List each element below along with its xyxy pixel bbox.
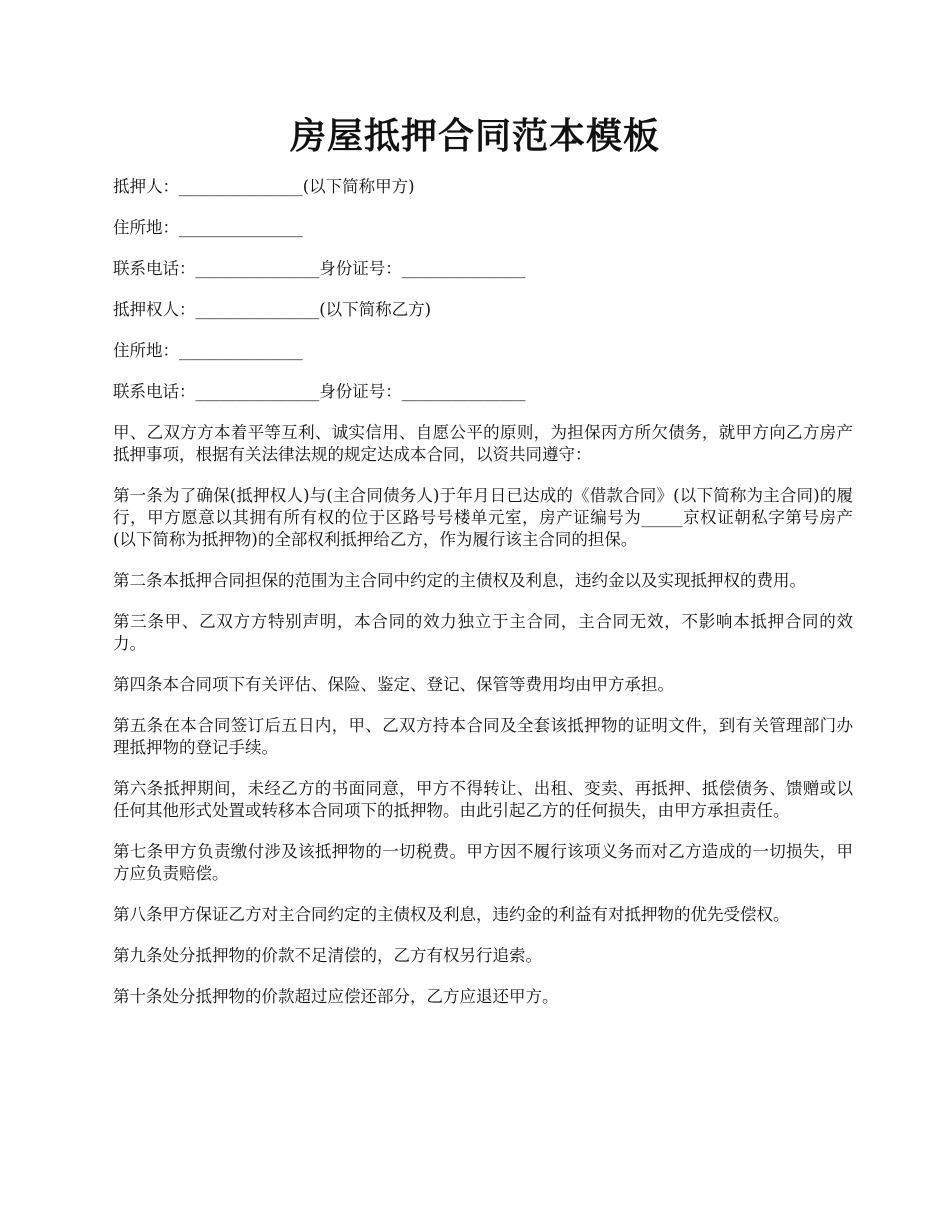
- mortgagee-address-line: 住所地：_______________: [113, 341, 303, 360]
- mortgagee-contact-line: 联系电话：_______________身份证号：_______________: [113, 382, 526, 401]
- preamble-paragraph: 甲、乙双方方本着平等互利、诚实信用、自愿公平的原则，为担保丙方所欠债务，就甲方向乙方房产抵押事项，根据有关法律法规的规定达成本合同，以资共同遵守：: [113, 423, 853, 464]
- mortgagee-line: 抵押权人：_______________(以下简称乙方): [113, 300, 432, 319]
- document-title: 房屋抵押合同范本模板: [289, 115, 660, 157]
- article-9: 第九条处分抵押物的价款不足清偿的，乙方有权另行追索。: [113, 946, 542, 965]
- article-5: 第五条在本合同签订后五日内，甲、乙双方持本合同及全套该抵押物的证明文件，到有关管理部门办理抵押物的登记手续。: [113, 716, 853, 757]
- document-body: [113, 176, 853, 1027]
- article-7: 第七条甲方负责缴付涉及该抵押物的一切税费。甲方因不履行该项义务而对乙方造成的一切损失，甲方应负责赔偿。: [113, 842, 853, 883]
- mortgagor-line: 抵押人：_______________(以下简称甲方): [113, 177, 415, 196]
- mortgagor-address-line: 住所地：_______________: [113, 218, 303, 237]
- article-1: 第一条为了确保(抵押权人)与(主合同债务人)于年月日已达成的《借款合同》(以下简称为主合同)的履行，甲方愿意以其拥有所有权的位于区路号号楼单元室，房产证编号为_____京权证朝私字第号房产(以下简称为抵押物)的全部权利抵押给乙方，作为履行该主合同的担保。: [113, 486, 853, 549]
- article-6: 第六条抵押期间，未经乙方的书面同意，甲方不得转让、出租、变卖、再抵押、抵偿债务、馈赠或以任何其他形式处置或转移本合同项下的抵押物。由此引起乙方的任何损失，由甲方承担责任。: [113, 779, 853, 820]
- article-10: 第十条处分抵押物的价款超过应偿还部分，乙方应退还甲方。: [113, 987, 559, 1006]
- article-8: 第八条甲方保证乙方对主合同约定的主债权及利息，违约金的利益有对抵押物的优先受偿权。: [113, 905, 790, 924]
- mortgagor-contact-line: 联系电话：_______________身份证号：_______________: [113, 259, 526, 278]
- article-3: 第三条甲、乙双方方特别声明，本合同的效力独立于主合同，主合同无效，不影响本抵押合同的效力。: [113, 612, 853, 653]
- article-2: 第二条本抵押合同担保的范围为主合同中约定的主债权及利息，违约金以及实现抵押权的费用。: [113, 571, 806, 590]
- article-4: 第四条本合同项下有关评估、保险、鉴定、登记、保管等费用均由甲方承担。: [113, 675, 674, 694]
